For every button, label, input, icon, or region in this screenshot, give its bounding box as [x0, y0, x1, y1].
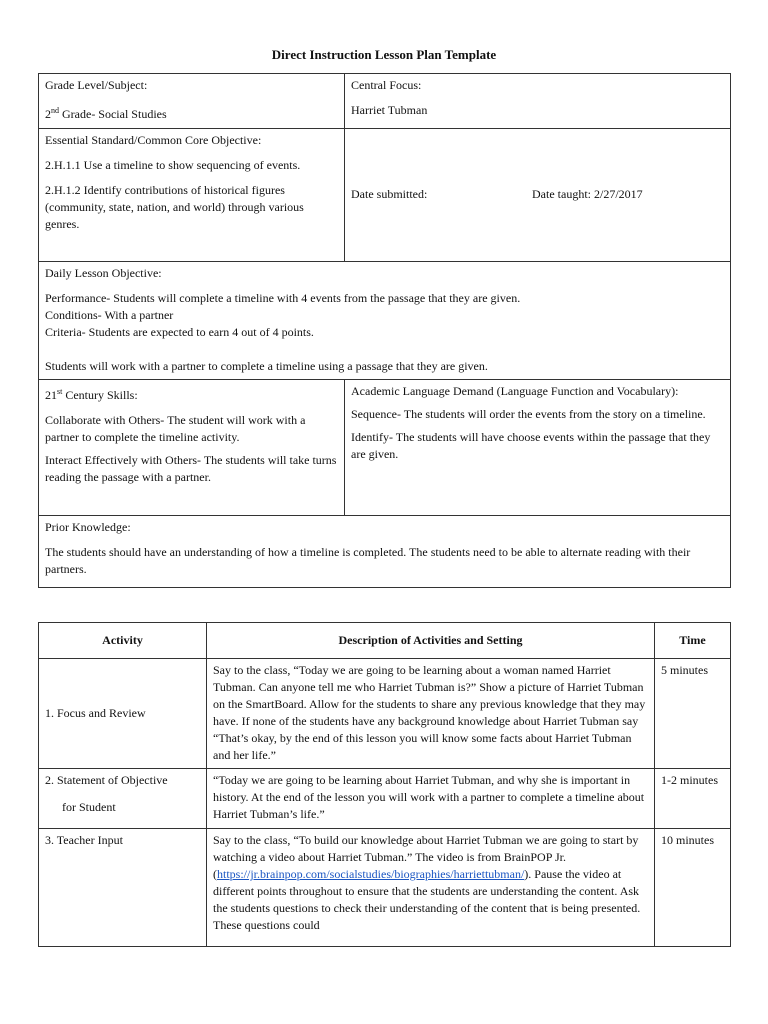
language-label: Academic Language Demand (Language Function and Vocabulary):: [351, 384, 679, 398]
teacher-input-text-a: Say to the class, “To build our knowledge about Harriet Tubman we are going to start by watching a video about Harriet Tubman.” The video is from BrainPOP Jr. (: [213, 833, 639, 881]
description-focus-review: Say to the class, “Today we are going to be learning about a woman named Harriet Tubman. Can anyone tell me who Harriet Tubman is?” Show a picture of Harriet Tubman on the SmartBoard. Allow for the students to share any previous knowledge that they may have. If none of the students have any background knowledge about Harriet Tubman say “That’s okay, by the end of this lesson you will know some facts about Harriet Tubman and her life.”: [207, 659, 655, 769]
header-activity: Activity: [39, 623, 207, 659]
brainpop-link[interactable]: https://jr.brainpop.com/socialstudies/biographies/harriettubman/: [217, 867, 525, 881]
skills-label-text: Century Skills:: [62, 388, 138, 402]
objective-criteria: Criteria- Students are expected to earn 4 out of 4 points.: [45, 325, 314, 339]
standard-cell: [39, 129, 345, 262]
activity-statement-objective: [39, 769, 207, 829]
table-row: [39, 659, 731, 769]
objective-performance: Performance- Students will complete a timeline with 4 events from the passage that they are given.: [45, 291, 521, 305]
date-taught: Date taught: 2/27/2017: [532, 187, 643, 201]
focus-label: Central Focus:: [351, 78, 422, 92]
grade-suffix: nd: [51, 106, 59, 115]
grade-value: [45, 102, 338, 123]
dates-cell: [345, 129, 731, 262]
activity-statement-line-2: for Student: [62, 800, 116, 814]
skill-interact: Interact Effectively with Others- The students will take turns reading the passage with a partner.: [45, 453, 337, 484]
header-description: Description of Activities and Setting: [207, 623, 655, 659]
grade-cell: [39, 74, 345, 129]
description-teacher-input-text: [213, 832, 648, 942]
header-time: Time: [655, 623, 731, 659]
description-teacher-input: [207, 829, 655, 947]
activity-statement-line-1: 2. Statement of Objective: [45, 773, 168, 787]
language-cell: [345, 380, 731, 516]
skills-label: [45, 383, 338, 404]
time-focus-review: 5 minutes: [655, 659, 731, 769]
skills-label-suffix: st: [57, 387, 63, 396]
activity-teacher-input: 3. Teacher Input: [39, 829, 207, 947]
skills-language-row: [39, 380, 731, 516]
prior-label: Prior Knowledge:: [45, 520, 131, 534]
objective-cell: [39, 262, 731, 380]
activities-header-row: [39, 623, 731, 659]
grade-subject: Grade- Social Studies: [59, 107, 167, 121]
time-teacher-input: 10 minutes: [655, 829, 731, 947]
table-row: [39, 769, 731, 829]
table-row: [39, 829, 731, 947]
skills-label-number: 21: [45, 388, 57, 402]
objective-label: Daily Lesson Objective:: [45, 266, 162, 280]
page-title: Direct Instruction Lesson Plan Template: [271, 47, 497, 62]
objective-summary: Students will work with a partner to complete a timeline using a passage that they are given.: [45, 359, 488, 373]
grade-number: 2: [45, 107, 51, 121]
prior-text: The students should have an understanding of how a timeline is completed. The students need to be able to alternate reading with their partners.: [45, 545, 691, 576]
time-statement-objective: 1-2 minutes: [655, 769, 731, 829]
objective-conditions: Conditions- With a partner: [45, 308, 174, 322]
teacher-input-text-b: ). Pause the video at different points throughout to ensure that the students are understanding the content. Ask the students questions to check their understanding of the content that is being presented. These questions could: [213, 867, 641, 932]
skills-cell: [39, 380, 345, 516]
dates-line: [351, 186, 724, 203]
standard-row: [39, 129, 731, 262]
skill-collaborate: Collaborate with Others- The student will work with a partner to complete the timeline activity.: [45, 413, 306, 444]
focus-cell: [345, 74, 731, 129]
standard-item-1: 2.H.1.1 Use a timeline to show sequencing of events.: [45, 158, 301, 172]
prior-row: [39, 516, 731, 588]
grade-label: Grade Level/Subject:: [45, 78, 148, 92]
language-identify: Identify- The students will have choose events within the passage that they are given.: [351, 430, 711, 461]
standard-item-2: 2.H.1.2 Identify contributions of historical figures (community, state, nation, and world) through various genres.: [45, 183, 304, 231]
focus-value: Harriet Tubman: [351, 103, 428, 117]
language-sequence: Sequence- The students will order the events from the story on a timeline.: [351, 407, 706, 421]
grade-focus-row: [39, 74, 731, 129]
activity-focus-review: 1. Focus and Review: [39, 659, 207, 769]
objective-row: [39, 262, 731, 380]
lesson-info-table: [38, 73, 731, 588]
standard-label: Essential Standard/Common Core Objective:: [45, 133, 262, 147]
date-submitted: Date submitted:: [351, 187, 428, 201]
prior-cell: [39, 516, 731, 588]
description-statement-objective: “Today we are going to be learning about Harriet Tubman, and why she is important in history. At the end of the lesson you will work with a partner to complete a timeline about Harriet Tubman’s life.”: [207, 769, 655, 829]
activities-table: [38, 622, 731, 947]
